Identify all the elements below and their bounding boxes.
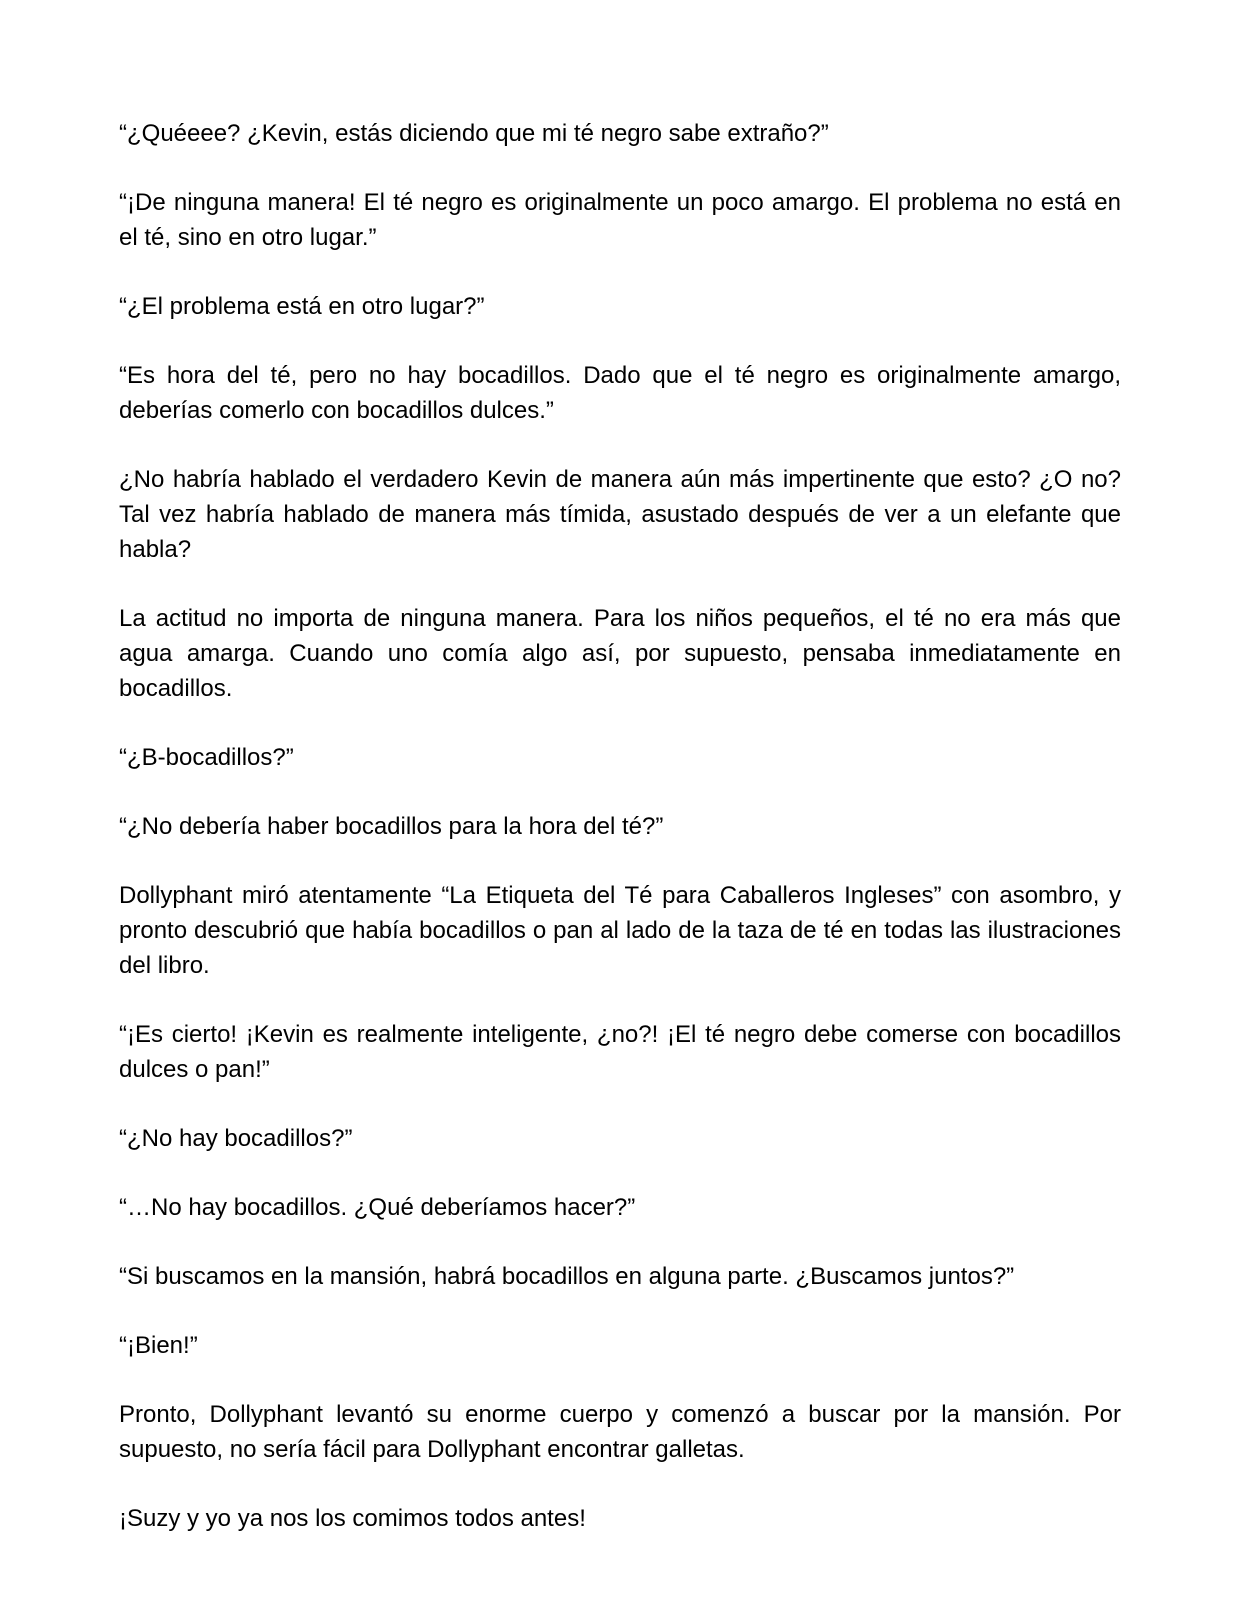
paragraph-10: “¡Es cierto! ¡Kevin es realmente inteligente, ¿no?! ¡El té negro debe comerse con bocadillos dulces o pan!” (119, 1021, 1121, 1083)
paragraph-2: “¡De ninguna manera! El té negro es originalmente un poco amargo. El problema no está en el té, sino en otro lugar.” (119, 189, 1121, 251)
paragraph-5: ¿No habría hablado el verdadero Kevin de manera aún más impertinente que esto? ¿O no? Tal vez habría hablado de manera más tímida, asustado después de ver a un elefante que habla? (119, 466, 1121, 563)
paragraph-11: “¿No hay bocadillos?” (119, 1125, 353, 1152)
paragraph-6: La actitud no importa de ninguna manera. Para los niños pequeños, el té no era más que agua amarga. Cuando uno comía algo así, por supuesto, pensaba inmediatamente en bocadillos. (119, 605, 1121, 702)
paragraph-12: “…No hay bocadillos. ¿Qué deberíamos hacer?” (119, 1194, 636, 1221)
paragraph-15: Pronto, Dollyphant levantó su enorme cuerpo y comenzó a buscar por la mansión. Por supuesto, no sería fácil para Dollyphant encontrar galletas. (119, 1401, 1121, 1463)
paragraph-16: ¡Suzy y yo ya nos los comimos todos antes! (119, 1505, 586, 1532)
paragraph-13: “Si buscamos en la mansión, habrá bocadillos en alguna parte. ¿Buscamos juntos?” (119, 1263, 1015, 1290)
paragraph-7: “¿B-bocadillos?” (119, 744, 294, 771)
paragraph-1: “¿Quéeee? ¿Kevin, estás diciendo que mi té negro sabe extraño?” (119, 120, 829, 147)
paragraph-8: “¿No debería haber bocadillos para la hora del té?” (119, 813, 664, 840)
paragraph-3: “¿El problema está en otro lugar?” (119, 293, 485, 320)
paragraph-9: Dollyphant miró atentamente “La Etiqueta del Té para Caballeros Ingleses” con asombro, y pronto descubrió que había bocadillos o pan al lado de la taza de té en todas las ilustraciones del libro. (119, 882, 1121, 979)
paragraph-4: “Es hora del té, pero no hay bocadillos. Dado que el té negro es originalmente amargo, deberías comerlo con bocadillos dulces.” (119, 362, 1121, 424)
paragraph-14: “¡Bien!” (119, 1332, 198, 1359)
